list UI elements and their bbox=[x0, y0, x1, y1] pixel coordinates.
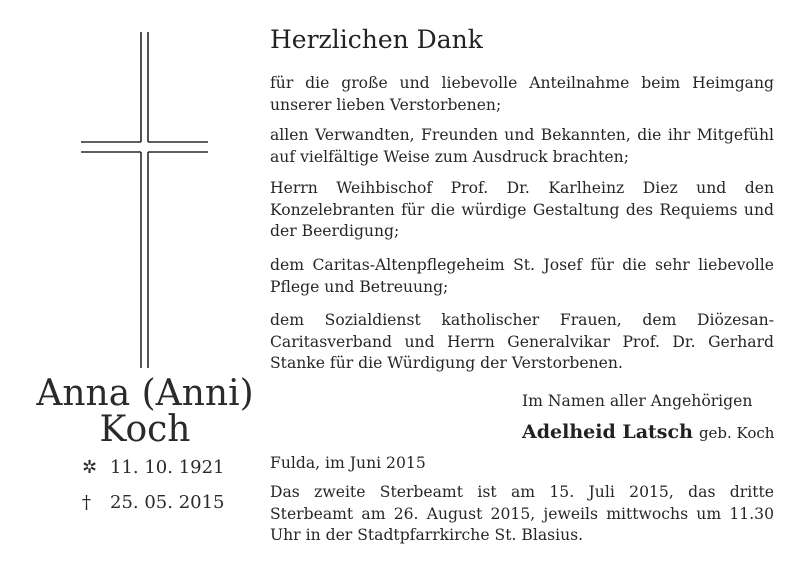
place-date: Fulda, im Juni 2015 bbox=[270, 454, 426, 472]
signer-suffix: geb. Koch bbox=[698, 424, 775, 442]
thanks-paragraph: dem Sozialdienst katholischer Frauen, dem Diözesan-Caritasverband und Herrn Generalvikar Prof. Dr. Gerhard Stanke für die Würdigung der Verstorbenen. bbox=[270, 311, 774, 372]
thanks-paragraph: für die große und liebevolle Anteilnahme beim Heimgang unserer lieben Verstorbenen; bbox=[270, 74, 774, 114]
signature-line bbox=[522, 419, 774, 446]
death-dagger-icon: † bbox=[82, 492, 91, 513]
birth-date-row bbox=[82, 457, 225, 479]
thanks-paragraph: Herrn Weihbischof Prof. Dr. Karlheinz Diez und den Konzelebranten für die würdige Gestaltung des Requiems und der Beerdigung; bbox=[270, 179, 774, 240]
birth-star-icon: ✲ bbox=[82, 457, 98, 478]
deceased-name-line1: Anna (Anni) bbox=[36, 373, 254, 414]
thanks-paragraph: dem Caritas-Altenpflegeheim St. Josef für die sehr liebevolle Pflege und Betreuung; bbox=[270, 256, 774, 296]
death-date-row bbox=[82, 492, 225, 514]
signer-name: Adelheid Latsch bbox=[522, 421, 693, 443]
left-column bbox=[0, 0, 260, 575]
closing-paragraph: Das zweite Sterbeamt ist am 15. Juli 2015, das dritte Sterbeamt am 26. August 2015, jeweils mittwochs um 11.30 Uhr in der Stadtpfarrkirche St. Blasius. bbox=[270, 483, 774, 544]
sign-intro: Im Namen aller Angehörigen bbox=[522, 392, 753, 410]
notice-heading: Herzlichen Dank bbox=[270, 25, 483, 54]
deceased-name-line2: Koch bbox=[99, 409, 191, 450]
death-date: 25. 05. 2015 bbox=[110, 492, 225, 513]
cross-icon bbox=[0, 0, 260, 380]
birth-date: 11. 10. 1921 bbox=[110, 457, 225, 478]
thanks-paragraph: allen Verwandten, Freunden und Bekannten, die ihr Mitgefühl auf vielfältige Weise zum Ausdruck brachten; bbox=[270, 126, 774, 166]
